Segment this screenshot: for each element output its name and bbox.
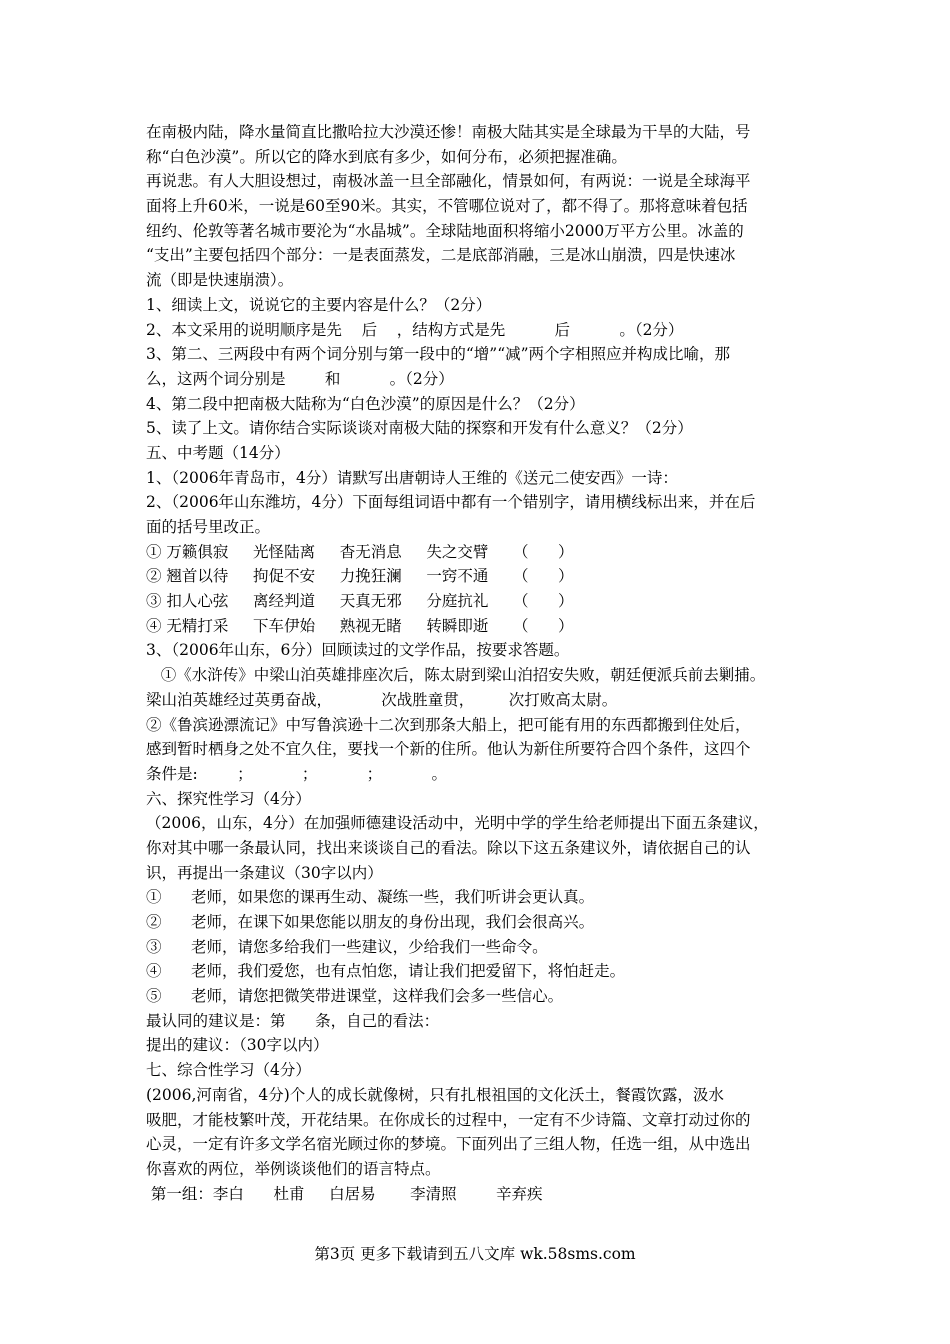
question-5: 5、读了上文。请你结合实际谈谈对南极大陆的探察和开发有什么意义？（2分）: [146, 419, 693, 438]
section-heading: 六、探究性学习（4分）: [146, 789, 311, 808]
word-group: ① 万籁俱寂 光怪陆离 杳无消息 失之交臂 （ ）: [146, 542, 574, 561]
text-line: 面的括号里改正。: [146, 518, 271, 536]
question-2: 2、本文采用的说明顺序是先 后 ，结构方式是先 后 。（2分）: [146, 320, 684, 339]
text-line: 吸肥，才能枝繁叶茂，开花结果。在你成长的过程中，一定有不少诗篇、文章打动过你的: [146, 1110, 751, 1129]
text-line: 1、（2006年青岛市，4分）请默写出唐朝诗人王维的《送元二使安西》一诗：: [146, 468, 678, 487]
question-4: 4、第二段中把南极大陆称为“白色沙漠”的原因是什么？（2分）: [146, 394, 585, 413]
suggestion-item: ⑤ 老师，请您把微笑带进课堂，这样我们会多一些信心。: [146, 987, 564, 1006]
text-line: 么，这两个词分别是 和 。（2分）: [146, 369, 454, 388]
section-heading: 七、综合性学习（4分）: [146, 1061, 311, 1080]
text-line: 3、（2006年山东，6分）回顾读过的文学作品，按要求答题。: [146, 641, 570, 660]
text-line: 感到暂时栖身之处不宜久住，要找一个新的住所。他认为新住所要符合四个条件，这四个: [146, 740, 751, 759]
text-line: 条件是: ； ； ； 。: [146, 764, 447, 783]
word-group: ② 翘首以待 拘促不安 力挽狂澜 一窍不通 （ ）: [146, 567, 574, 586]
text-line: 最认同的建议是：第 条，自己的看法：: [146, 1011, 440, 1030]
text-line: 流（即是快速崩溃）。: [146, 271, 294, 290]
text-line: 面将上升60米，一说是60至90米。其实，不管哪位说对了，都不得了。那将意味着包括: [146, 197, 748, 216]
text-line: 2、（2006年山东潍坊，4分）下面每组词语中都有一个错别字，请用横线标出来，并在后: [146, 493, 756, 512]
text-line: 识，再提出一条建议（30字以内）: [146, 863, 383, 882]
question-3: 3、第二、三两段中有两个词分别与第一段中的“增”“减”两个字相照应并构成比喻，那: [146, 345, 731, 364]
text-line: 在南极内陆，降水量简直比撒哈拉大沙漠还惨！南极大陆其实是全球最为干旱的大陆，号: [146, 123, 751, 141]
suggestion-item: ③ 老师，请您多给我们一些建议，少给我们一些命令。: [146, 937, 548, 956]
text-line: ②《鲁滨逊漂流记》中写鲁滨逊十二次到那条大船上，把可能有用的东西都搬到住处后，: [146, 715, 751, 734]
word-group: ③ 扣人心弦 离经判道 天真无邪 分庭抗礼 （ ）: [146, 592, 574, 611]
page-footer: 第3页 更多下载请到五八文库 wk.58sms.com: [314, 1245, 636, 1263]
text-line: （2006，山东，4分）在加强师德建设活动中，光明中学的学生给老师提出下面五条建议，: [146, 814, 769, 833]
text-line: 第一组：李白 杜甫 白居易 李清照 辛弃疾: [146, 1184, 543, 1203]
question-1: 1、细读上文，说说它的主要内容是什么？（2分）: [146, 295, 492, 314]
text-line: 称“白色沙漠”。所以它的降水到底有多少，如何分布，必须把握准确。: [146, 147, 627, 166]
document-body: [146, 120, 818, 1206]
suggestion-item: ② 老师，在课下如果您能以朋友的身份出现，我们会很高兴。: [146, 913, 595, 931]
text-line: 再说悲。有人大胆设想过，南极冰盖一旦全部融化，情景如何，有两说：一说是全球海平: [146, 172, 751, 191]
text-line: 你喜欢的两位，举例谈谈他们的语言特点。: [146, 1159, 441, 1178]
text-line: (2006,河南省，4分)个人的成长就像树，只有扎根祖国的文化沃土，餐霞饮露，汲水: [146, 1085, 724, 1104]
text-line: ①《水浒传》中梁山泊英雄排座次后，陈太尉到梁山泊招安失败，朝廷便派兵前去剿捕。: [146, 666, 766, 685]
text-line: 提出的建议：（30字以内）: [146, 1036, 329, 1055]
suggestion-item: ① 老师，如果您的课再生动、凝练一些，我们听讲会更认真。: [146, 888, 595, 907]
text-line: 纽约、伦敦等著名城市要沦为“水晶城”。全球陆地面积将缩小2000万平方公里。冰盖的: [146, 221, 744, 240]
section-heading: 五、中考题（14分）: [146, 443, 290, 462]
text-line: 你对其中哪一条最认同，找出来谈谈自己的看法。除以下这五条建议外，请依据自己的认: [146, 838, 751, 857]
suggestion-item: ④ 老师，我们爱您，也有点怕您，请让我们把爱留下，将怕赶走。: [146, 962, 626, 981]
text-line: “支出”主要包括四个部分：一是表面蒸发，二是底部消融，三是冰山崩溃，四是快速冰: [146, 246, 736, 265]
text-line: 梁山泊英雄经过英勇奋战， 次战胜童贯， 次打败高太尉。: [146, 690, 618, 709]
word-group: ④ 无精打采 下车伊始 熟视无睹 转瞬即逝 （ ）: [146, 616, 574, 635]
text-line: 心灵，一定有许多文学名宿光顾过你的梦境。下面列出了三组人物，任选一组，从中选出: [146, 1135, 751, 1154]
